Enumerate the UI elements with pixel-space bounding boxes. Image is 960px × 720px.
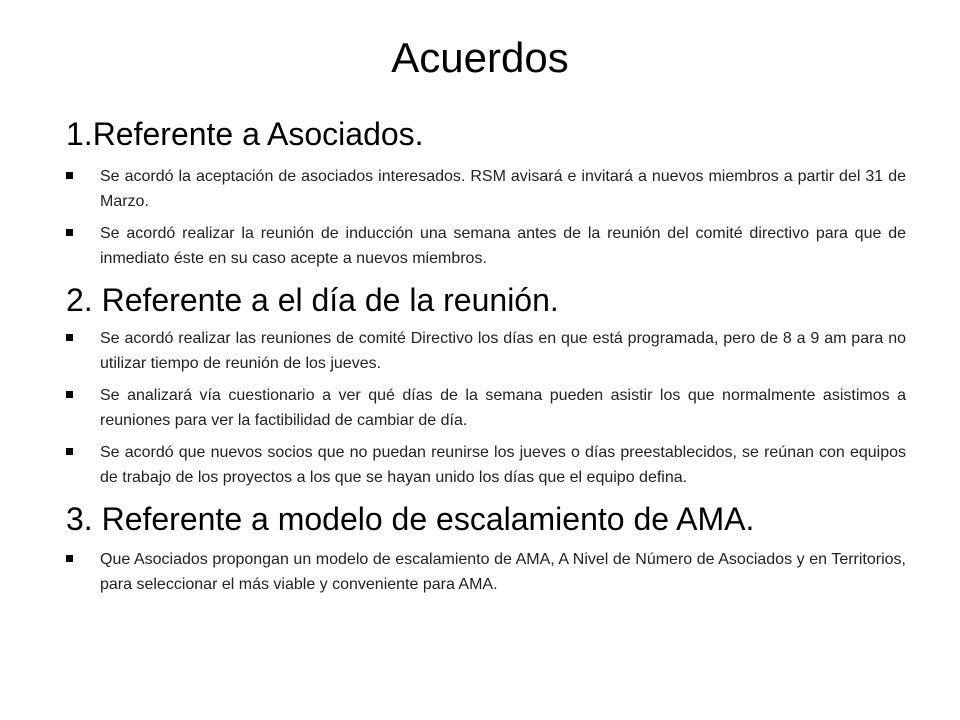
list-item bbox=[66, 164, 906, 214]
square-bullet-icon bbox=[66, 172, 73, 179]
list-item bbox=[66, 440, 906, 490]
bullet-text: Que Asociados propongan un modelo de escalamiento de AMA, A Nivel de Número de Asociados y en Territorios, para seleccionar el más viable y conveniente para AMA. bbox=[100, 551, 906, 593]
square-bullet-icon bbox=[66, 229, 73, 236]
bullet-text: Se acordó realizar la reunión de inducción una semana antes de la reunión del comité directivo para que de inmediato éste en su caso acepte a nuevos miembros. bbox=[100, 225, 906, 267]
bullet-list-dia-reunion bbox=[66, 326, 906, 490]
section-heading-asociados: 1.Referente a Asociados. bbox=[66, 116, 424, 152]
square-bullet-icon bbox=[66, 391, 73, 398]
bullet-text: Se acordó la aceptación de asociados interesados. RSM avisará e invitará a nuevos miembros a partir del 31 de Marzo. bbox=[100, 168, 906, 210]
list-item bbox=[66, 547, 906, 597]
bullet-text: Se analizará vía cuestionario a ver qué días de la semana pueden asistir los que normalmente asistimos a reuniones para ver la factibilidad de cambiar de día. bbox=[100, 387, 906, 429]
section-heading-dia-reunion: 2. Referente a el día de la reunión. bbox=[66, 282, 559, 318]
bullet-list-asociados bbox=[66, 164, 906, 271]
square-bullet-icon bbox=[66, 448, 73, 455]
list-item bbox=[66, 383, 906, 433]
slide-content bbox=[66, 112, 906, 604]
square-bullet-icon bbox=[66, 555, 73, 562]
slide-title: Acuerdos bbox=[391, 34, 569, 81]
list-item bbox=[66, 326, 906, 376]
section-heading-escalamiento: 3. Referente a modelo de escalamiento de AMA. bbox=[66, 501, 755, 537]
square-bullet-icon bbox=[66, 334, 73, 341]
bullet-text: Se acordó realizar las reuniones de comité Directivo los días en que está programada, pero de 8 a 9 am para no utilizar tiempo de reunión de los jueves. bbox=[100, 330, 906, 372]
bullet-list-escalamiento bbox=[66, 547, 906, 597]
list-item bbox=[66, 221, 906, 271]
bullet-text: Se acordó que nuevos socios que no puedan reunirse los jueves o días preestablecidos, se reúnan con equipos de trabajo de los proyectos a los que se hayan unido los días que el equipo defina. bbox=[100, 444, 906, 486]
